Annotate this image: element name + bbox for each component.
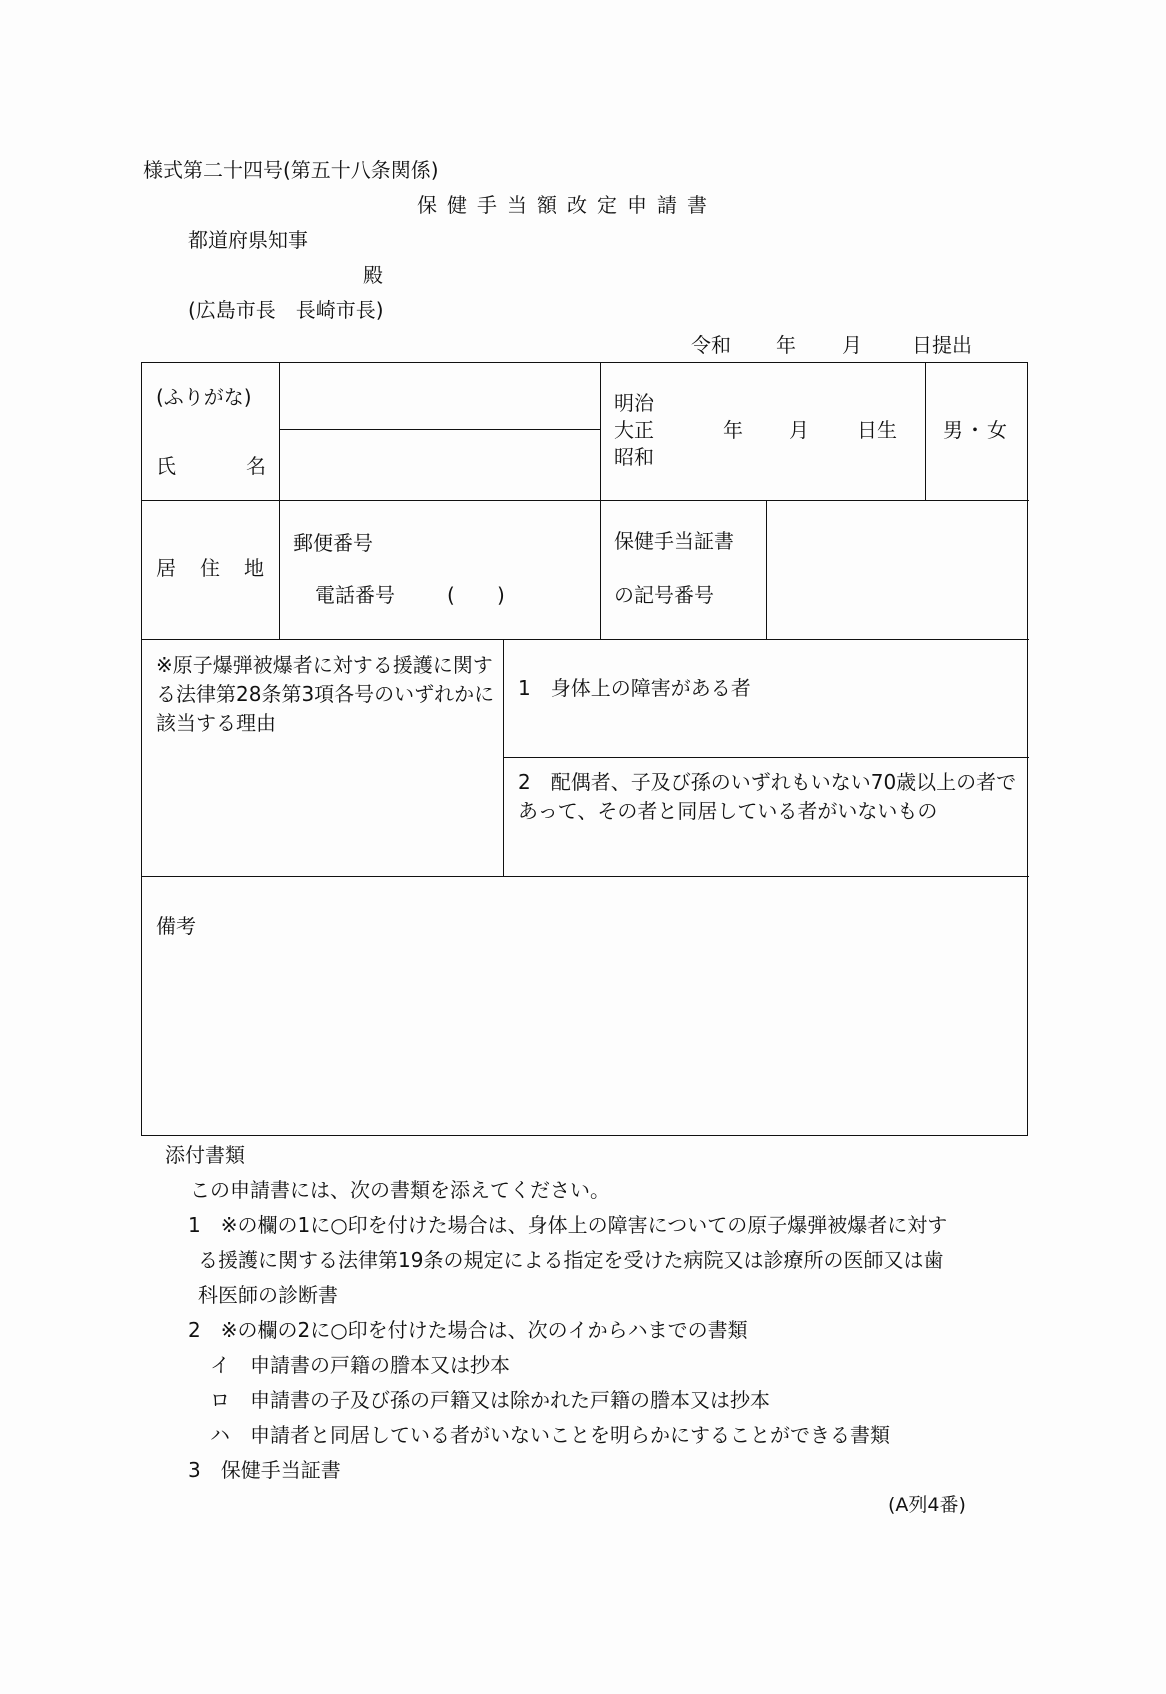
furigana-divider — [279, 429, 601, 430]
reason-label: ※原子爆弾被爆者に対する援護に関する法律第28条第3項各号のいずれかに該当する理由 — [156, 653, 495, 735]
era-taisho: 大正 — [614, 418, 654, 442]
attachment-item-3: 3 保健手当証書 — [188, 1458, 341, 1482]
residence-char-2: 住 — [200, 556, 220, 580]
birth-col-divider — [600, 363, 601, 639]
name-field[interactable] — [282, 433, 598, 497]
birth-year-label: 年 — [723, 418, 743, 442]
reason-col-divider — [503, 639, 504, 876]
furigana-field[interactable] — [282, 365, 598, 427]
certificate-label-line2: の記号番号 — [614, 583, 714, 607]
attachment-item-1-line3: 科医師の診断書 — [198, 1283, 338, 1307]
postal-code-label: 郵便番号 — [293, 531, 373, 555]
reason-option-1[interactable]: 1 身体上の障害がある者 — [518, 676, 751, 700]
attachment-item-2-i: イ 申請書の戸籍の謄本又は抄本 — [210, 1353, 510, 1377]
attachment-item-2: 2 ※の欄の2に○印を付けた場合は、次のイからハまでの書類 — [188, 1318, 748, 1342]
submission-month-label: 月 — [842, 333, 862, 357]
attachment-item-1-line2: る援護に関する法律第19条の規定による指定を受けた病院又は診療所の医師又は歯 — [198, 1248, 944, 1272]
remarks-label: 備考 — [156, 914, 196, 938]
phone-label: 電話番号 — [315, 583, 395, 607]
name-label-second: 名 — [246, 454, 266, 478]
paper-size-note: (A列4番) — [888, 1494, 966, 1516]
row-divider-2 — [142, 639, 1029, 640]
cert-value-divider — [766, 500, 767, 639]
attachments-heading: 添付書類 — [165, 1143, 245, 1167]
gender-selector[interactable]: 男・女 — [943, 418, 1009, 442]
submission-year-label: 年 — [776, 333, 796, 357]
certificate-number-field[interactable] — [770, 503, 1026, 637]
era-meiji: 明治 — [614, 391, 654, 415]
remarks-field[interactable] — [144, 879, 1024, 1131]
row-divider-1 — [142, 500, 1029, 501]
attachment-item-1-line1: 1 ※の欄の1に○印を付けた場合は、身体上の障害についての原子爆弾被爆者に対す — [188, 1213, 948, 1237]
attachment-item-2-ro: ロ 申請書の子及び孫の戸籍又は除かれた戸籍の謄本又は抄本 — [210, 1388, 770, 1412]
birth-month-label: 月 — [789, 418, 809, 442]
addressee-governor: 都道府県知事 — [188, 228, 308, 252]
birth-day-label: 日生 — [857, 418, 897, 442]
furigana-label: (ふりがな) — [156, 385, 252, 409]
submission-day-label: 日提出 — [912, 333, 972, 357]
certificate-label-line1: 保健手当証書 — [614, 529, 734, 553]
residence-label — [156, 558, 264, 578]
name-label-first: 氏 — [156, 454, 176, 478]
attachments-intro: この申請書には、次の書類を添えてください。 — [190, 1178, 610, 1202]
row-divider-3 — [142, 876, 1029, 877]
label-col-divider — [279, 363, 280, 639]
application-table — [141, 362, 1028, 1136]
option-divider — [503, 757, 1029, 758]
residence-char-1: 居 — [156, 556, 176, 580]
reason-option-2[interactable]: 2 配偶者、子及び孫のいずれもいない70歳以上の者であって、その者と同居している者がいないもの — [518, 770, 1017, 823]
gender-col-divider — [925, 363, 926, 500]
era-showa: 昭和 — [614, 445, 654, 469]
honorific: 殿 — [363, 263, 383, 287]
attachment-item-2-ha: ハ 申請者と同居している者がいないことを明らかにすることができる書類 — [210, 1423, 890, 1447]
residence-char-3: 地 — [244, 556, 264, 580]
phone-paren-close: ) — [497, 583, 505, 607]
addressee-mayors: (広島市長 長崎市長) — [188, 298, 384, 322]
submission-era: 令和 — [691, 333, 731, 357]
form-number: 様式第二十四号(第五十八条関係) — [143, 158, 439, 182]
page-title: 保健手当額改定申請書 — [417, 193, 717, 217]
phone-paren-open: ( — [447, 583, 455, 607]
